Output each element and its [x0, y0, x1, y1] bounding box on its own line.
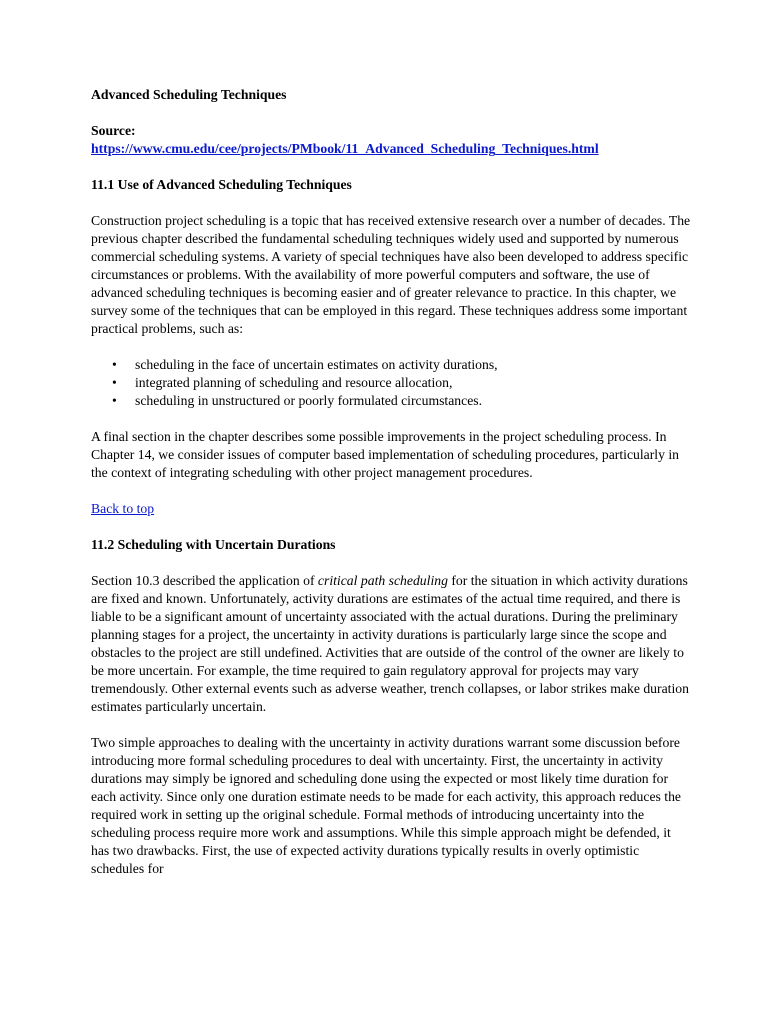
document-page: [91, 86, 691, 896]
source-label: Source:: [91, 123, 136, 138]
critical-path-term: critical path scheduling: [317, 573, 448, 588]
document-title: Advanced Scheduling Techniques: [91, 87, 287, 102]
paragraph-text-before: Section 10.3 described the application of: [91, 573, 318, 588]
paragraph-text-after: for the situation in which activity durations are fixed and known. Unfortunately, activity durations are estimates of the actual time required, and there is liable to be a significant amount of uncertainty associated with the actual durations. During the preliminary planning stages for a project, the uncertainty in activity durations is particularly large since the scope and obstacles to the project are still undefined. Activities that are outside of the control of the owner are likely to be more uncertain. For example, the time required to gain regulatory approval for projects may vary tremendously. Other external events such as adverse weather, trench collapses, or labor strikes make duration estimates particularly uncertain.: [91, 573, 689, 714]
back-to-top-block: [91, 500, 691, 518]
list-item-text: integrated planning of scheduling and resource allocation,: [135, 375, 453, 390]
section-11-2-paragraph-2: Two simple approaches to dealing with the uncertainty in activity durations warrant some discussion before introducing more formal scheduling procedures to deal with uncertainty. First, the uncertainty in activity durations may simply be ignored and scheduling done using the expected or most likely time duration for each activity. Since only one duration estimate needs to be made for each activity, this approach reduces the required work in setting up the original schedule. Formal methods of introducing uncertainty into the scheduling process require more work and assumptions. While this simple approach might be defended, it has two drawbacks. First, the use of expected activity durations typically results in overly optimistic schedules for: [91, 735, 681, 876]
list-item: [112, 374, 691, 392]
list-item: [112, 392, 691, 410]
list-item: [112, 356, 691, 374]
back-to-top-link[interactable]: Back to top: [91, 501, 155, 516]
bullet-icon: •: [112, 357, 117, 372]
list-item-text: scheduling in the face of uncertain estimates on activity durations,: [135, 357, 498, 372]
section-11-1-paragraph-1: Construction project scheduling is a topic that has received extensive research over a number of decades. The previous chapter described the fundamental scheduling techniques widely used and supported by numerous commercial scheduling systems. A variety of special techniques have also been developed to address specific circumstances or problems. With the availability of more powerful computers and software, the use of advanced scheduling techniques is becoming easier and of greater relevance to practice. In this chapter, we survey some of the techniques that can be employed in this regard. These techniques address some important practical problems, such as:: [91, 213, 691, 336]
list-item-text: scheduling in unstructured or poorly formulated circumstances.: [135, 393, 483, 408]
section-11-2-paragraph-1: [91, 572, 691, 716]
bullet-icon: •: [112, 375, 117, 390]
bullet-icon: •: [112, 393, 117, 408]
section-11-2-heading: 11.2 Scheduling with Uncertain Durations: [91, 537, 336, 552]
section-11-1-paragraph-2: A final section in the chapter describes some possible improvements in the project scheduling process. In Chapter 14, we consider issues of computer based implementation of scheduling procedures, particularly in the context of integrating scheduling with other project management procedures.: [91, 429, 680, 480]
practical-problems-list: [91, 356, 691, 410]
source-link[interactable]: https://www.cmu.edu/cee/projects/PMbook/11_Advanced_Scheduling_Techniques.html: [91, 141, 599, 156]
section-11-1-heading: 11.1 Use of Advanced Scheduling Techniques: [91, 177, 352, 192]
source-block: [91, 122, 691, 158]
